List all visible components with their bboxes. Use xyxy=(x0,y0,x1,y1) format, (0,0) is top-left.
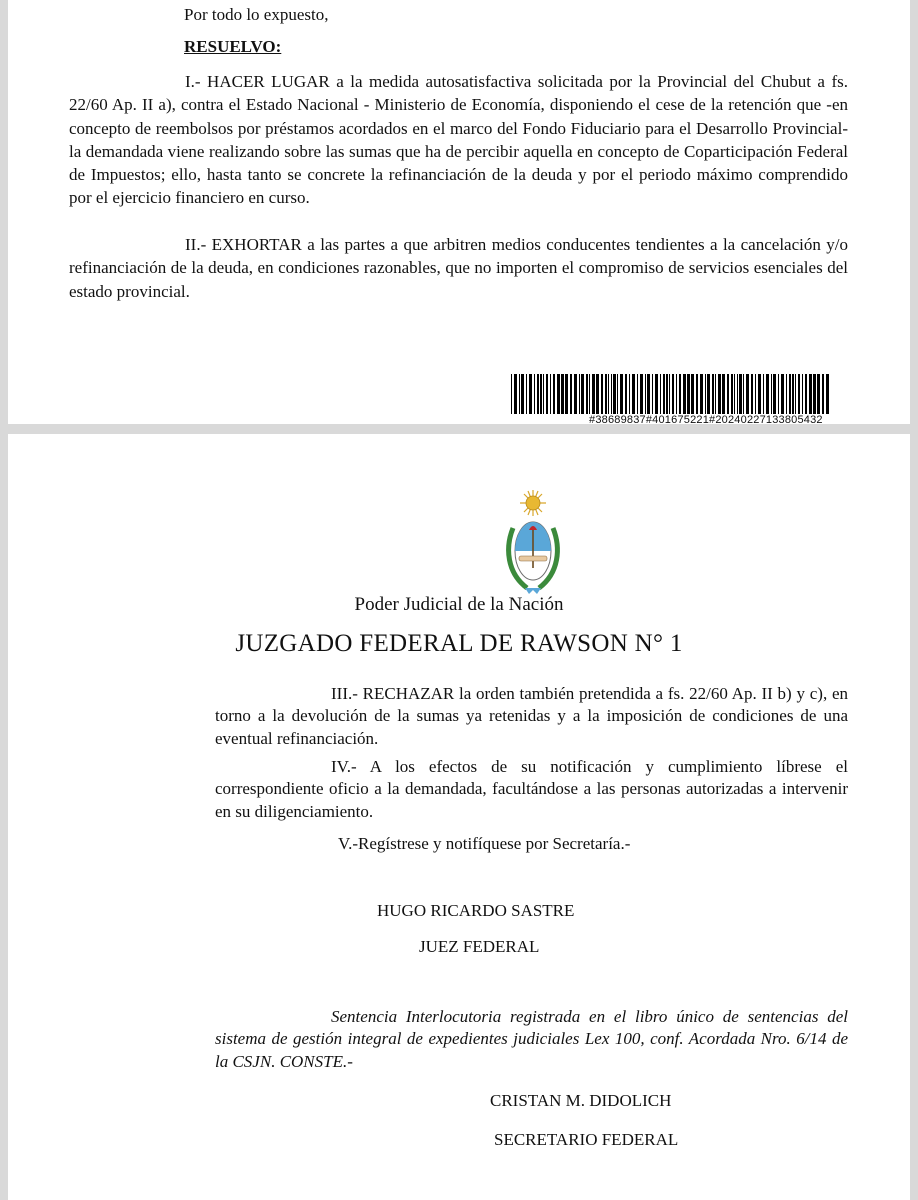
barcode-bar xyxy=(546,374,548,414)
barcode-bar xyxy=(705,374,706,414)
resolution-item-1-text: I.- HACER LUGAR a la medida autosatisfactiva solicitada por la Provincial del Chubut a fs. 22/60 Ap. II a), contra el Estado Nacional - Ministerio de Economía, disponiendo el cese de la retención que -en concepto de reembolsos por préstamos acordados en el marco del Fondo Fiduciario para el Desarrollo Provincial- la demandada viene realizando sobre las sumas que ha de percibir aquella en concepto de Coparticipación Federal de Impuestos; ello, hasta tanto se concrete la refinanciación de la deuda y por el periodo máximo comprendido por el ejercicio financiero en curso. xyxy=(69,72,848,208)
intro-text: Por todo lo expuesto, xyxy=(184,5,329,24)
barcode-bar xyxy=(605,374,607,414)
barcode xyxy=(511,374,831,414)
barcode-bar xyxy=(625,374,627,414)
barcode-bar xyxy=(683,374,686,414)
barcode-bar xyxy=(537,374,539,414)
barcode-bar xyxy=(521,374,524,414)
barcode-bar xyxy=(534,374,535,414)
barcode-bar xyxy=(766,374,769,414)
barcode-bar xyxy=(652,374,653,414)
barcode-bar xyxy=(629,374,630,414)
barcode-bar xyxy=(519,374,520,414)
barcode-bar xyxy=(746,374,749,414)
secretary-name: CRISTAN M. DIDOLICH xyxy=(490,1091,672,1110)
registry-note-text: Sentencia Interlocutoria registrada en el libro único de sentencias del sistema de gestión integral de expedientes judiciales Lex 100, conf. Acordada Nro. 6/14 de la CSJN. CONSTE.- xyxy=(215,1007,848,1071)
document-page-2 xyxy=(8,434,910,1200)
barcode-bar xyxy=(676,374,677,414)
resolution-item-2-text: II.- EXHORTAR a las partes a que arbitren medios conducentes tendientes a la cancelación y/o refinanciación de la deuda, en condiciones razonables, que no importen el compromiso de servicios esenciales del estado provincial. xyxy=(69,235,848,301)
barcode-bar xyxy=(722,374,725,414)
barcode-bar xyxy=(672,374,674,414)
secretary-title: SECRETARIO FEDERAL xyxy=(494,1130,679,1149)
barcode-bar xyxy=(798,374,800,414)
barcode-bar xyxy=(620,374,623,414)
barcode-bar xyxy=(565,374,568,414)
document-page-1 xyxy=(8,0,910,424)
resolution-item-4 xyxy=(215,756,848,823)
resolution-item-5: V.-Regístrese y notifíquese por Secretaría.- xyxy=(338,834,631,853)
barcode-bar xyxy=(763,374,764,414)
barcode-bar xyxy=(561,374,564,414)
barcode-bar xyxy=(737,374,738,414)
barcode-bar xyxy=(813,374,816,414)
barcode-bar xyxy=(707,374,710,414)
registry-note xyxy=(215,1006,848,1073)
barcode-bar xyxy=(511,374,512,414)
barcode-number: #38689837#401675221#20240227133805432 xyxy=(589,414,823,426)
barcode-bar xyxy=(687,374,690,414)
barcode-bar xyxy=(771,374,772,414)
resolution-heading: RESUELVO: xyxy=(184,37,282,56)
barcode-bar xyxy=(581,374,584,414)
barcode-bar xyxy=(679,374,681,414)
barcode-bar xyxy=(691,374,694,414)
institution-name: Poder Judicial de la Nación xyxy=(354,594,564,615)
barcode-bar xyxy=(553,374,555,414)
barcode-bar xyxy=(640,374,643,414)
barcode-bar xyxy=(700,374,703,414)
barcode-bar xyxy=(805,374,807,414)
barcode-bar xyxy=(666,374,668,414)
barcode-bar xyxy=(632,374,635,414)
barcode-bar xyxy=(526,374,527,414)
barcode-bar xyxy=(543,374,544,414)
barcode-bar xyxy=(826,374,829,414)
barcode-bar xyxy=(529,374,532,414)
judge-title: JUEZ FEDERAL xyxy=(419,937,540,956)
barcode-bar xyxy=(655,374,658,414)
barcode-bar xyxy=(822,374,824,414)
barcode-bar xyxy=(712,374,714,414)
barcode-bar xyxy=(755,374,756,414)
barcode-bar xyxy=(589,374,590,414)
barcode-bar xyxy=(743,374,744,414)
barcode-bar xyxy=(557,374,560,414)
resolution-item-2 xyxy=(69,233,848,303)
court-name: JUZGADO FEDERAL DE RAWSON N° 1 xyxy=(235,630,683,657)
barcode-bar xyxy=(601,374,603,414)
barcode-bar xyxy=(789,374,791,414)
barcode-bar xyxy=(613,374,616,414)
resolution-item-1 xyxy=(69,70,848,210)
judge-name: HUGO RICARDO SASTRE xyxy=(377,901,575,920)
argentina-coat-of-arms-icon xyxy=(503,488,563,598)
barcode-bar xyxy=(550,374,551,414)
barcode-bar xyxy=(570,374,572,414)
barcode-bar xyxy=(579,374,580,414)
barcode-bar xyxy=(778,374,779,414)
barcode-bar xyxy=(739,374,742,414)
barcode-bar xyxy=(574,374,577,414)
barcode-bar xyxy=(660,374,661,414)
barcode-bar xyxy=(617,374,618,414)
barcode-bar xyxy=(809,374,812,414)
barcode-bar xyxy=(751,374,753,414)
resolution-item-4-text: IV.- A los efectos de su notificación y cumplimiento líbrese el correspondiente oficio a la demandada, facultándose a las personas autorizadas a intervenir en su diligenciamiento. xyxy=(215,757,848,821)
barcode-bar xyxy=(514,374,517,414)
barcode-bar xyxy=(731,374,733,414)
resolution-item-3-text: III.- RECHAZAR la orden también pretendida a fs. 22/60 Ap. II b) y c), en torno a la devolución de la sumas ya retenidas y a la imposición de condiciones de una eventual refinanciación. xyxy=(215,684,848,748)
barcode-bar xyxy=(669,374,670,414)
barcode-bar xyxy=(773,374,776,414)
barcode-bar xyxy=(540,374,542,414)
barcode-bar xyxy=(608,374,609,414)
barcode-bar xyxy=(647,374,650,414)
barcode-bar xyxy=(758,374,761,414)
barcode-bar xyxy=(637,374,638,414)
resolution-item-3 xyxy=(215,683,848,750)
barcode-bar xyxy=(715,374,716,414)
barcode-bar xyxy=(596,374,599,414)
barcode-bar xyxy=(786,374,787,414)
barcode-bar xyxy=(817,374,820,414)
barcode-bar xyxy=(696,374,698,414)
barcode-bar xyxy=(592,374,595,414)
barcode-bar xyxy=(586,374,588,414)
barcode-bar xyxy=(792,374,794,414)
barcode-bar xyxy=(727,374,729,414)
barcode-bar xyxy=(781,374,784,414)
barcode-bar xyxy=(795,374,796,414)
barcode-bar xyxy=(645,374,646,414)
barcode-bar xyxy=(663,374,665,414)
barcode-bar xyxy=(802,374,803,414)
barcode-bar xyxy=(734,374,735,414)
barcode-bar xyxy=(718,374,721,414)
barcode-bar xyxy=(611,374,612,414)
